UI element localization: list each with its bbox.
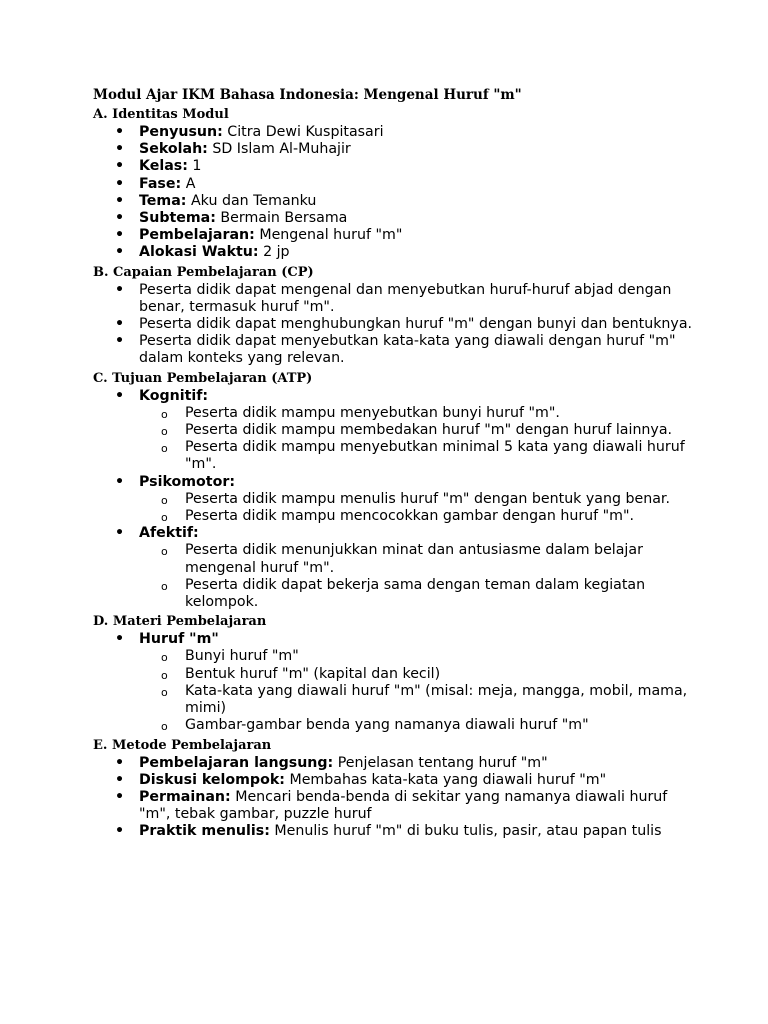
list-item: • Tema: Aku dan Temanku	[93, 193, 693, 210]
list-item: • Sekolah: SD Islam Al-Muhajir	[93, 141, 693, 158]
list-item: • Alokasi Waktu: 2 jp	[93, 244, 693, 261]
list-item: • Peserta didik dapat menghubungkan huruf "m" dengan bunyi dan bentuknya.	[93, 316, 693, 333]
list-item: • Pembelajaran langsung: Penjelasan tentang huruf "m"	[93, 755, 693, 772]
list-item: • Penyusun: Citra Dewi Kuspitasari	[93, 124, 693, 141]
atp-group-kognitif: • Kognitif: o Peserta didik mampu menyebutkan bunyi huruf "m". o Peserta didik mampu membedakan huruf "m" dengan huruf lainnya. o Peserta didik mampu menyebutkan minimal 5 kata yang diawali huruf "m".	[93, 388, 693, 474]
list-item: • Praktik menulis: Menulis huruf "m" di buku tulis, pasir, atau papan tulis	[93, 823, 693, 840]
sub-list-item: o Peserta didik dapat bekerja sama dengan teman dalam kegiatan kelompok.	[139, 577, 693, 611]
atp-group-afektif: • Afektif: o Peserta didik menunjukkan minat dan antusiasme dalam belajar mengenal huruf "m". o Peserta didik dapat bekerja sama dengan teman dalam kegiatan kelompok.	[93, 525, 693, 611]
sub-list	[139, 648, 693, 734]
list-item: • Permainan: Mencari benda-benda di sekitar yang namanya diawali huruf "m", tebak gambar, puzzle huruf	[93, 789, 693, 823]
section-b-heading: B. Capaian Pembelajaran (CP)	[93, 264, 314, 280]
metode-list	[93, 755, 693, 841]
list-item: • Diskusi kelompok: Membahas kata-kata yang diawali huruf "m"	[93, 772, 693, 789]
identity-list	[93, 124, 693, 262]
sub-list-item: o Gambar-gambar benda yang namanya diawali huruf "m"	[139, 717, 693, 734]
list-item: • Peserta didik dapat mengenal dan menyebutkan huruf-huruf abjad dengan benar, termasuk huruf "m".	[93, 282, 693, 316]
section-e-heading: E. Metode Pembelajaran	[93, 737, 272, 753]
list-item: • Subtema: Bermain Bersama	[93, 210, 693, 227]
sub-list	[139, 491, 693, 525]
sub-list	[139, 405, 693, 474]
sub-list	[139, 542, 693, 611]
sub-list-item: o Peserta didik mampu menyebutkan minimal 5 kata yang diawali huruf "m".	[139, 439, 693, 473]
sub-list-item: o Peserta didik mampu mencocokkan gambar dengan huruf "m".	[139, 508, 693, 525]
document-title: Modul Ajar IKM Bahasa Indonesia: Mengenal Huruf "m"	[93, 87, 522, 103]
list-item: • Pembelajaran: Mengenal huruf "m"	[93, 227, 693, 244]
section-c-heading: C. Tujuan Pembelajaran (ATP)	[93, 370, 313, 386]
sub-list-item: o Kata-kata yang diawali huruf "m" (misal: meja, mangga, mobil, mama, mimi)	[139, 683, 693, 717]
materi-list	[93, 631, 693, 734]
list-item: • Fase: A	[93, 176, 693, 193]
atp-list	[93, 388, 693, 612]
atp-group-psikomotor: • Psikomotor: o Peserta didik mampu menulis huruf "m" dengan bentuk yang benar. o Peserta didik mampu mencocokkan gambar dengan huruf "m".	[93, 474, 693, 526]
sub-list-item: o Bentuk huruf "m" (kapital dan kecil)	[139, 666, 693, 683]
list-item: • Peserta didik dapat menyebutkan kata-kata yang diawali dengan huruf "m" dalam konteks yang relevan.	[93, 333, 693, 367]
materi-group-huruf-m: • Huruf "m" o Bunyi huruf "m" o Bentuk huruf "m" (kapital dan kecil) o Kata-kata yang diawali huruf "m" (misal: meja, mangga, mobil, mama, mimi) o Gambar-gambar benda yang namanya diawali huruf "m"	[93, 631, 693, 734]
cp-list	[93, 282, 693, 368]
sub-list-item: o Peserta didik mampu membedakan huruf "m" dengan huruf lainnya.	[139, 422, 693, 439]
sub-list-item: o Peserta didik menunjukkan minat dan antusiasme dalam belajar mengenal huruf "m".	[139, 542, 693, 576]
sub-list-item: o Bunyi huruf "m"	[139, 648, 693, 665]
list-item: • Kelas: 1	[93, 158, 693, 175]
section-a-heading: A. Identitas Modul	[93, 107, 229, 122]
section-d-heading: D. Materi Pembelajaran	[93, 614, 267, 630]
document-page	[93, 87, 693, 841]
sub-list-item: o Peserta didik mampu menulis huruf "m" dengan bentuk yang benar.	[139, 491, 693, 508]
sub-list-item: o Peserta didik mampu menyebutkan bunyi huruf "m".	[139, 405, 693, 422]
